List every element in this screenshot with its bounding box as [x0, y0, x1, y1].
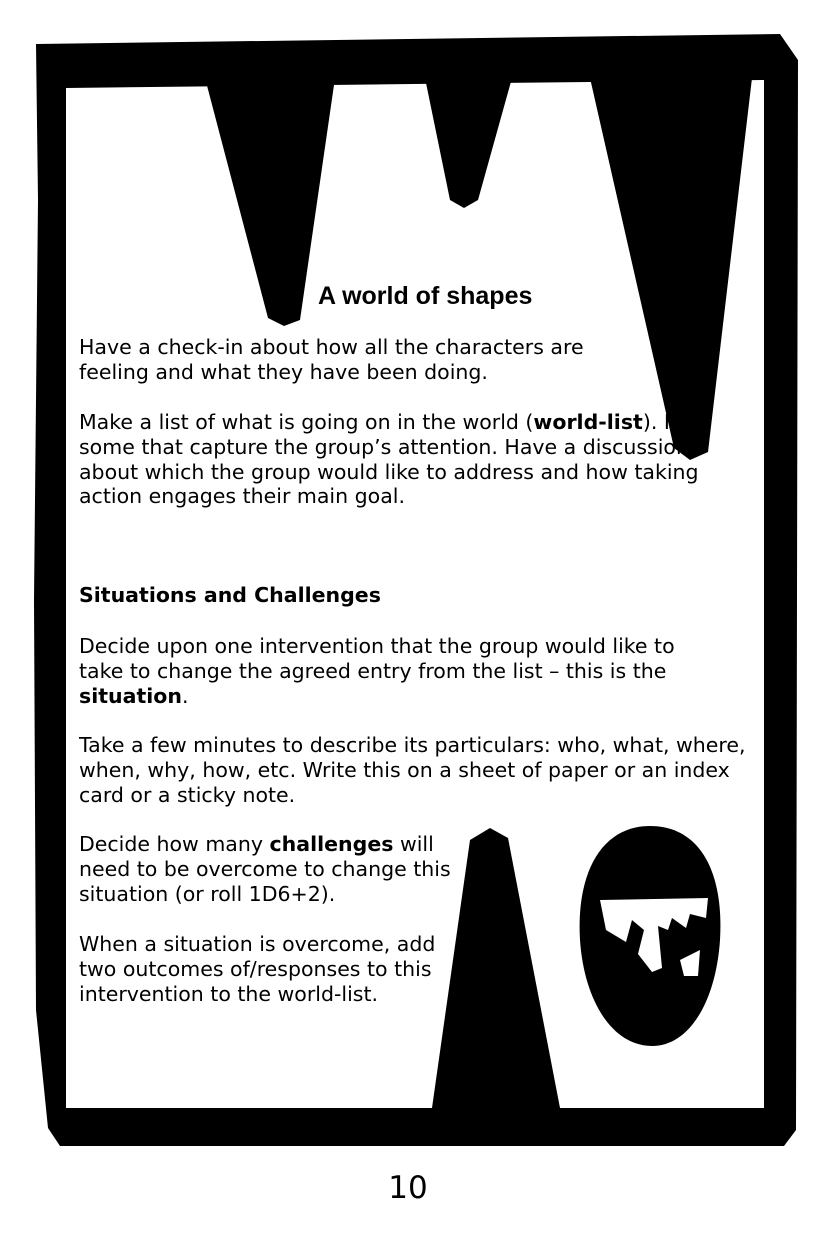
world-list-text-before: Make a list of what is going on in the world (	[79, 410, 534, 434]
page-title: A world of shapes	[318, 282, 533, 310]
challenges-paragraph	[79, 832, 469, 906]
stalactite-icon	[205, 78, 335, 326]
checkin-paragraph: Have a check-in about how all the characters are feeling and what they have been doing.	[79, 335, 584, 384]
overcome-paragraph: When a situation is overcome, add two outcomes of/responses to this intervention to the world-list.	[79, 932, 436, 1006]
section-heading: Situations and Challenges	[79, 583, 381, 607]
particulars-paragraph: Take a few minutes to describe its particulars: who, what, where, when, why, how, etc. Write this on a sheet of paper or an index card or a sticky note.	[79, 733, 746, 807]
world-list-paragraph	[79, 410, 715, 509]
world-list-text-after: ). Flag some that capture the group’s attention. Have a discussion about which the group would like to address and how taking action engages their main goal.	[79, 410, 707, 509]
situation-term: situation	[79, 683, 182, 708]
situation-text-before: Decide upon one intervention that the group would like to take to change the agreed entry from the list – this is the	[79, 634, 675, 683]
challenges-term: challenges	[269, 832, 394, 856]
challenges-text-after: will need to be overcome to change this situation (or roll 1D6+2).	[79, 832, 451, 906]
world-list-term: world-list	[533, 410, 643, 434]
situation-text-after: .	[181, 683, 189, 708]
stalactite-icon	[425, 78, 512, 208]
challenges-text-before: Decide how many	[79, 832, 263, 856]
mask-icon	[580, 826, 721, 1046]
page-number: 10	[388, 1170, 428, 1206]
stalactite-icon	[590, 78, 752, 460]
situation-paragraph	[79, 634, 709, 708]
